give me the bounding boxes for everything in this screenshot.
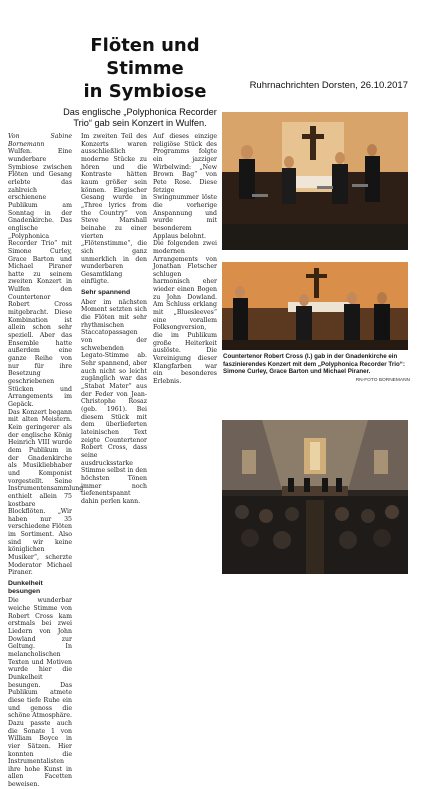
headline-line: in Symbiose <box>83 81 207 102</box>
concert-photo-audience <box>222 420 408 574</box>
photo-caption: Countertenor Robert Cross (l.) gab in der Gnadenkirche ein faszinierendes Konzert mit dem „Polyphonica Recorder Trio“: Simone Curley, Grace Barton und Michael Piraner. <box>223 353 405 376</box>
paragraph: Die folgenden zwei modernen Arrangements von Jonathan Fletscher schlugen harmonisch eher wieder einen Bogen zu John Dowland. Am Schluss erklang mit „Bluesleeves“ eine vorallem Folksongversion, die im Publikum große Heiterkeit auslöste. Die Vereinigung dieser Klangfarben war ein besonderes Erlebnis. <box>153 240 217 385</box>
section-heading: Dunkelheit besungen <box>8 580 43 595</box>
paragraph: Auf dieses einzige religiöse Stück des Programms folgte ein jazziger Wirbelwind: „New Brown Bag“ von Pete Rose. Diese fetzige Swingnummer löste die vorherige Anspannung und wurde mit besonderem Applaus belohnt. <box>153 133 217 240</box>
concert-photo-ensemble <box>222 262 408 350</box>
text-column-1 <box>8 133 84 789</box>
source-line: Ruhrnachrichten Dorsten, 26.10.2017 <box>249 80 408 91</box>
text-column-2 <box>81 133 147 506</box>
byline: Von Sabine Bornemann <box>8 133 72 148</box>
paragraph: Aber im nächsten Moment setzten sich die Flöten mit sehr rhythmischen Staccatopassagen von der schwebenden Legato-Stimme ab. Sehr spannend, aber auch nicht so leicht zugänglich war das „Stabat Mater“ aus der Feder von Jean-Christophe Rosaz (geb. 1961). Bei diesem Stück mit dem überlieferten lateinischen Text zeigte Countertenor Robert Cross, dass seine ausdrucksstarke Stimme selbst in den höchsten Tönen immer noch tiefenentspannt dahin perlen kann. <box>81 298 148 505</box>
photo-credit: RN-FOTO BORNEMANN <box>355 378 410 383</box>
paragraph: Wulfen. Eine wunderbare Symbiose zwischen Flöten und Gesang erlebte das zahlreich erschienene Publikum am Sonntag in der Gnadenkirche. Das englische „Polyphonica Recorder Trio“ mit Simone Curley, Grace Barton und Michael Piraner hatte zu seinem zweiten Konzert in Wulfen den Countertenor Robert Cross mitgebracht. Diese Kombination ist allein schon sehr speziell. Aber das Ensemble hatte außerdem eine ganze Reihe von nur für ihre Besetzung geschriebenen Stücken und Arrangements im Gepäck. <box>8 148 72 408</box>
paragraph: moderne Stücke zu hören und die Kontraste hätten kaum größer sein können. Elegischer Gesang wurde in „Three lyrics from the Country“ von Steve Marshall beinahe zu einer vierten „Flötenstimme“, die sich ganz unmerklich in den wunderbaren Gesamtklang einfügte. <box>81 155 147 286</box>
paragraph: Im zweiten Teil des Konzerts waren ausschließlich <box>81 133 147 156</box>
headline-line: Stimme <box>106 58 184 79</box>
text-column-3 <box>153 133 217 386</box>
paragraph: Die wunderbar weiche Stimme von Robert Cross kam erstmals bei zwei Liedern von John Dowland zur Geltung. In melancholischen Texten und Motiven wurde hier die Dunkelheit besungen. Das Publikum atmete diese tiefe Ruhe ein und genoss die schöne Atmosphäre. Dazu passte auch die Sonate 1 von William Boyce in vier Sätzen. Hier konnten die Instrumentalisten ihre hohe Kunst in allen Facetten beweisen. <box>8 597 72 789</box>
concert-photo-altar <box>222 112 408 250</box>
section-heading: Sehr spannend <box>81 289 131 297</box>
paragraph: Das Konzert begann mit alten Meistern. Kein geringerer als der englische König Heinrich VIII wurde dem Publikum in der Gnadenkirche als Musikliebhaber und Komponist vorgestellt. Seine Instrumentensammlung enthielt allein 75 kostbare Blockflöten. „Wir haben nur 35 verschiedene Flöten im Sortiment. Also sind wir keine königlichen Musiker“, scherzte Moderator Michael Piraner. <box>8 408 84 577</box>
subheadline-line: Trio“ gab sein Konzert in Wulfen. <box>73 118 207 128</box>
subheadline-line: Das englische „Polyphonica Recorder <box>63 107 217 117</box>
headline-line: Flöten und <box>90 35 200 56</box>
subheadline <box>60 107 220 129</box>
headline <box>60 34 230 103</box>
